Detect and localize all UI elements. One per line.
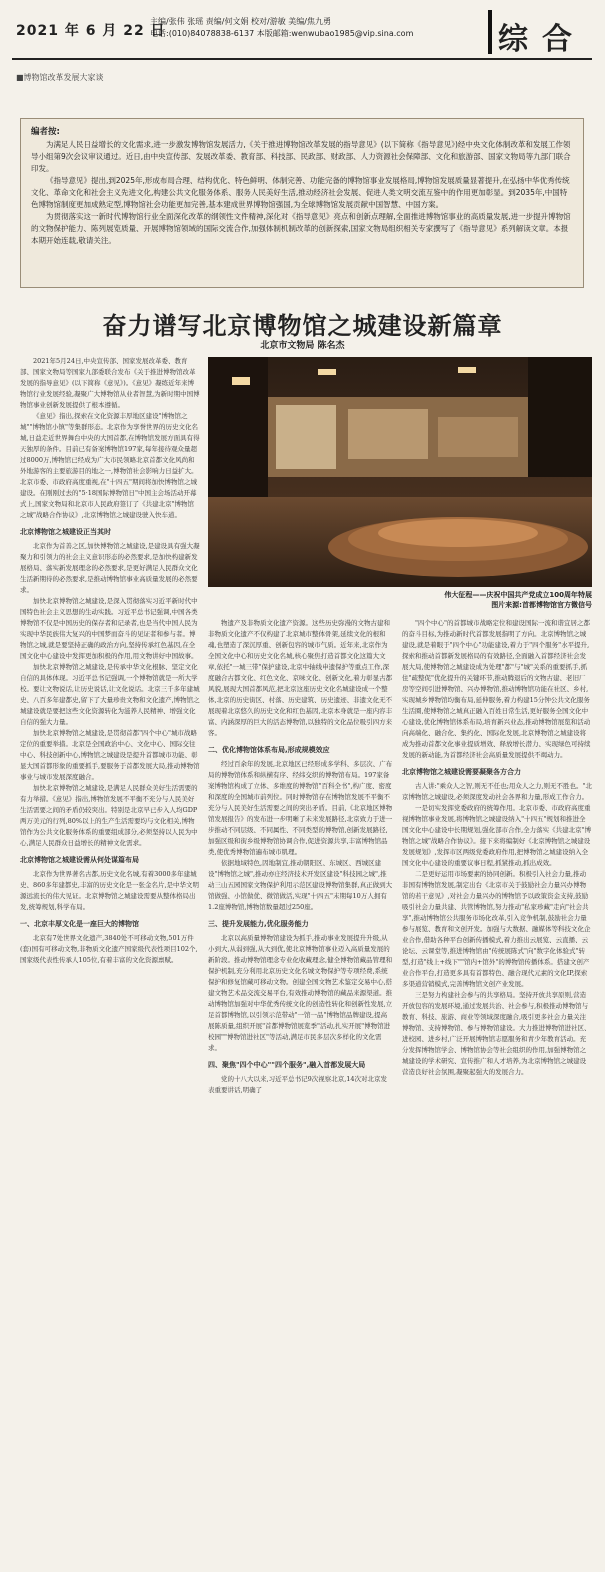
paragraph: 依据地域特色,因地制宜,推动朝阳区、东城区、西城区建设"博物馆之城",推动亦庄经济技术开发区建设"科技园之城",推动三山五园国家文物保护利用示范区建设博物馆集群,真正做到大馆做强、小馆做优、微馆做活,实现"十四五"末期每10万人拥有1.2座博物馆,博物馆数量超过250座。 xyxy=(208,859,393,911)
subsection-heading: 四、聚焦"四个中心""四个服务",融入首都发展大局 xyxy=(208,1061,366,1069)
section-name: 综合 xyxy=(498,22,586,57)
paragraph: 经过百余年的发展,北京地区已经形成多学科、多层次、广布局的博物馆体系和纵横有序、经纬交织的博物馆布局。197家备案博物馆构成了立体、多维度的博物馆"百科全书",构广度、密度和深度的全国城市前列位。同时博物馆存在博物馆发展不平衡不充分与人民美好生活需要之间的突出矛盾。目前,《北京地区博物馆发展报告》的发布进一步明晰了未来发展路径,北京致力于进一步推动不同层级、不同属性、不同类型的博物馆,创新发展路径,加强区级和街乡级博物馆协调合作,促进资源共享,丰富博物馆品类,使优秀博物馆遍布城市肌理。 xyxy=(208,760,393,856)
paragraph: 二是更好运用市场要素的协同创新。积极引入社会力量,推动非国有博物馆发展,制定出台《北京市关于鼓励社会力量兴办博物馆的若干意见》,对社会力量兴办的博物馆予以政策资金支持,鼓励吸引社会力量共建、共管博物馆,努力推动"私家珍藏"走向"社会共享",推动博物馆公共服务市场化改革,引入竞争机制,鼓励社会力量参与展览、教育和文创开发。加强与大数据、融媒体等科技文化企业合作,借助各种平台创新传播模式,着力推出云展览、云直播、云论坛、云课堂等,推进博物馆由"传统展陈式"向"数字化体验式"转型,打造"线上+线下""馆内+馆外"的博物馆传播体系。搭建文创产业合作平台,打造更多具有首都特色、融合现代元素的文化IP,探索多渠道营销模式,完善博物馆文创产业发展。 xyxy=(402,870,591,988)
caption-title: 伟大征程——庆祝中国共产党成立100周年特展 xyxy=(444,591,592,599)
paragraph: 北京有7处世界文化遗产,3840处不可移动文物,501万件(套)国有可移动文物,非物质文化遗产国家级代表性项目102个,国家级代表性传承人105位,有着丰富的文化资源禀赋。 xyxy=(20,934,198,964)
article-byline: 北京市文物局 陈名杰 xyxy=(260,341,345,351)
paragraph: 北京作为首善之区,加快博物馆之城建设,是建设具有强大凝聚力和引领力的社会主义意识形态的必然要求,是加快构建新发展格局、落实新发展理念的必然要求,是更好满足人民群众文化生活新期待的必然要求,是推动博物馆事业高质量发展的必然要求。 xyxy=(20,542,200,594)
caption-source: 图片来源:首都博物馆官方微信号 xyxy=(491,601,592,609)
article-column-2 xyxy=(208,618,393,1562)
issue-date: 2021 年 6 月 22 日 xyxy=(16,23,166,39)
masthead-rule xyxy=(12,58,592,60)
editorial-credits xyxy=(150,16,413,40)
editor-note-paragraph: 《指导意见》提出,到2025年,形成布局合理、结构优化、特色鲜明、体制完善、功能完备的博物馆事业发展格局,博物馆发展质量显著提升,在弘扬中华优秀传统文化、革命文化和社会主义先进文化,构建公共文化服务体系、服务人民美好生活,推动经济社会发展、促进人类文明交流互鉴中的作用更加彰显。到2035年,中国特色博物馆制度更加成熟定型,博物馆社会功能更加完善,基本建成世界博物馆强国,为全球博物馆发展贡献中国智慧、中国方案。 xyxy=(31,176,570,209)
paragraph: 北京作为世界著名古都,历史文化名城,有着3000多年建城史、860多年建都史,丰富的历史文化是一张金名片,是中华文明源远流长的伟大见证。北京博物馆之城建设需要从整体格局出发,统筹规划,科学布局。 xyxy=(20,870,200,911)
section-divider xyxy=(488,10,492,54)
photo-caption xyxy=(208,590,592,610)
section-heading: 北京博物馆之城建设需要凝聚各方合力 xyxy=(402,768,521,776)
article-column-1 xyxy=(20,356,200,1562)
paragraph: 《意见》指出,探索在文化资源丰厚地区建设"博物馆之城""博物馆小镇"等集群形态。北京作为享誉世界的历史文化名城,日益走近世界舞台中央的大国首都,在博物馆发展方面具有得天独厚的条件。目前已有备案博物馆197家,每年接待观众量超过8000万,博物馆已经成为广大市民领略北京首都文化风尚和外地游客的主要旅游目的地之一,博物馆社会影响力日益扩大。北京市委、市政府高度重视,在"十四五"期间将加快博物馆之城建设。在刚刚过去的"5·18国际博物馆日"中国主会场活动开幕式上,国家文物局和北京市人民政府签订了《共建北京"博物馆之城"战略合作协议》,北京博物馆之城建设驶入快车道。 xyxy=(20,412,200,519)
paragraph: 2021年5月24日,中央宣传部、国家发展改革委、教育部、国家文物局等国家九部委联合发布《关于推进博物馆改革发展的指导意见》(以下简称《意见》)。《意见》凝练近年来博物馆行业发展经验,凝聚广大博物馆从业者智慧,为新时期中国博物馆事业创新发展提供了根本遵循。 xyxy=(20,357,200,409)
subsection-heading: 三、提升发展能力,优化服务能力 xyxy=(208,920,309,928)
editor-note-title: 编者按: xyxy=(31,127,60,137)
paragraph: 加快北京博物馆之城建设,是满足人民群众美好生活需要的有力举措。《意见》指出,博物馆发展不平衡不充分与人民美好生活需要之间的矛盾仍较突出。特别是北京早已步入人均GDP两万美元的行列,80%以上的生产生活需要均与文化相关,博物馆作为公共文化服务体系的重要组成部分,必须坚持以人民为中心,满足人民群众日益增长的精神文化需求。 xyxy=(20,784,198,847)
paragraph: 加快北京博物馆之城建设,是贯彻首都"四个中心"城市战略定位的重要举措。北京是全国政治中心、文化中心、国际交往中心、科技创新中心,博物馆之城建设是提升首都城市功能、彰显大国首都形象的重要抓手,要服务于首都发展大局,推动博物馆事业与城市发展深度融合。 xyxy=(20,729,200,781)
subsection-heading: 一、北京丰厚文化是一座巨大的博物馆 xyxy=(20,920,139,928)
credits-line-2: 电话:(010)84078838-6137 本版邮箱:wenwubao1985@vip.sina.com xyxy=(150,29,414,38)
paragraph: 古人讲:"乘众人之智,则无不任也;用众人之力,则无不胜也。"北京博物馆之城建设,必须深度发动社会各界和力量,形成工作合力。 xyxy=(402,782,592,801)
subsection-heading: 二、优化博物馆体系布局,形成规模效应 xyxy=(208,746,330,754)
paragraph: 一是切实发挥党委政府的统筹作用。北京市委、市政府高度重视博物馆事业发展,将博物馆之城建设纳入"十四五"规划和推进全国文化中心建设中长期规划,强化部市合作,全力落实《共建北京"博物馆之城"战略合作协议》。接下来将编制好《北京博物馆之城建设发展规划》,发挥市区两级党委政府作用,把博物馆之城建设纳入全国文化中心建设的重要议事日程,抓紧推动,抓出成效。 xyxy=(402,804,592,867)
paragraph: 北京以高质量博物馆建设为抓手,推动事业发展提升升级,从小到大,从弱到强,从大到优,使北京博物馆事业迈入高质量发展的新阶段。推动博物馆理念专业化收藏理念,健全博物馆藏品管理和保护机制,充分利用北京历史文化名城文物保护等专项经费,系统保护和修复馆藏可移动文物。创建全国文物艺术鉴定交易中心,搭建文物艺术品交流交易平台,有效推动博物馆的藏品来源渠道。推动博物馆加强对中华优秀传统文化的创造性转化和创新性发展,立足首都博物馆,以引领示范带动"一馆一品"博物馆品牌建设,提高展陈质量,组织开展"首都博物馆展览季"活动,扎实开展"博物馆进校园""博物馆进社区"等活动,满足市民多层次多样化的文化需求。 xyxy=(208,934,393,1052)
paragraph: 加快北京博物馆之城建设,是传承中华文化根脉、坚定文化自信的具体体现。习近平总书记强调,一个博物馆就是一所大学校。要让文物说话,让历史说话,让文化说话。北京三千多年建城史、八百多年建都史,留下了大量珍贵文物和文化遗产,博物馆之城建设就是要把这些文化资源转化为滋养人民精神、增强文化自信的强大力量。 xyxy=(20,663,200,726)
article-headline: 奋力谱写北京博物馆之城建设新篇章 xyxy=(102,311,503,340)
masthead xyxy=(0,0,605,62)
paragraph: 党的十八大以来,习近平总书记9次视察北京,14次对北京发表重要讲话,明确了 xyxy=(208,1075,388,1094)
article-column-3 xyxy=(402,618,592,1562)
section-heading: 北京博物馆之城建设正当其时 xyxy=(20,528,111,536)
credits-line-1: 主编/张伟 张瑶 责编/何文娟 校对/游敏 美编/焦九勇 xyxy=(150,17,331,26)
paragraph: 三是努力构建社会参与的共享格局。坚持开放共享原则,营造开放包容的发展环境,通过发展共治、社会参与,积极推动博物馆与教育、科技、旅游、商业等领域深度融合,吸引更多社会力量关注博物馆、支持博物馆、参与博物馆建设。大力推进博物馆进社区、进校园、进乡村,广泛开展博物馆志愿服务和青少年教育活动。充分发挥博物馆学会、博物馆协会等社会组织的作用,加强博物馆之城建设的学术研究、宣传推广和人才培养,为北京博物馆之城建设营造良好社会氛围,凝聚起强大的发展合力。 xyxy=(402,991,591,1076)
paragraph: 物遗产及非物质文化遗产资源。这些历史弥漫的文物古建和非物质文化遗产不仅构建了北京城市整体骨架,延续文化的根和魂,也塑造了深沉厚重、创新包容的城市气质。近年来,北京作为全国文化中心和历史文化名城,核心聚焦打造首都文化这篇大文章,依托"一城三带"保护建设,北京中轴线申遗保护等重点工作,深度融合古都文化、红色文化、京味文化、创新文化,着力彰显古都风貌,展现大国首都风范,把北京这座历史文化名城建设成一个整体,北京的历史街区、村落、历史建筑、历史遗迹、非遗文化无不展现着北京悠久的历史文化和红色基因,北京本身就是一座内容丰富、内涵深厚的巨大的活态博物馆,以独特的文化品位吸引四方来客。 xyxy=(208,619,393,737)
editor-note-box xyxy=(20,118,584,288)
paragraph: "四个中心"的首都城市战略定位和建设国际一流和谐宜居之都的奋斗目标,为推动新时代首都发展指明了方向。北京博物馆之城建设,就是着眼于"四个中心"功能建设,着力于"四个服务"水平提升,探索和推动首都新发展格局的有效路径,全面融入首都经济社会发展大局,使博物馆之城建设成为处理"都"与"城"关系的重要抓手,抓住"疏整促"优化提升的关键环节,推动腾退后的文物古建、老旧厂房等空间引进博物馆、兴办博物馆,推动博物馆功能在社区、乡村,实现城乡博物馆均衡布局,延伸服务,着力构建15分钟公共文化服务生活圈,使博物馆之城真正融入百姓日常生活,更好服务全国文化中心建设,优化博物馆体系布局,培育新兴业态,推动博物馆展览和活动向高端化、融合化、集约化、国际化发展,北京博物馆之城建设将成为推动首都文化事业提质增效、释放增长潜力、实现绿色可持续发展的新动能,为首都经济社会高质量发展提供不竭动力。 xyxy=(402,619,591,759)
section-heading: 北京博物馆之城建设需从何处谋篇布局 xyxy=(20,856,139,864)
exhibition-photo xyxy=(208,357,592,587)
editor-note-paragraph: 为贯彻落实这一新时代博物馆行业全面深化改革的纲领性文件精神,深化对《指导意见》亮点和创新点理解,全面推进博物馆事业的高质量发展,进一步提升博物馆的文物保护能力、陈列展览质量、开展博物馆领域的国际交流合作,加强体制机制改革的创新探索,国家文物局组织相关专家撰写了《指导意见》系列解读文章。本报本期开始连载,敬请关注。 xyxy=(31,212,571,245)
editor-note-paragraph: 为满足人民日益增长的文化需求,进一步激发博物馆发展活力,《关于推进博物馆改革发展的指导意见》(以下简称《指导意见》)经中央文化体制改革和发展工作领导小组第9次会议审议通过。近日,由中央宣传部、发展改革委、教育部、科技部、民政部、财政部、人力资源社会保障部、文化和旅游部、国家文物局等九部门联合印发。 xyxy=(31,140,571,173)
column-tag: ■博物馆改革发展大家谈 xyxy=(16,73,104,82)
paragraph: 加快北京博物馆之城建设,是深入贯彻落实习近平新时代中国特色社会主义思想的生动实践。习近平总书记强调,中国各类博物馆不仅是中国历史的保存者和记录者,也是当代中国人民为实现中华民族伟大复兴的中国梦而奋斗的见证者和参与者。博物馆之城,就是要坚持正确的政治方向,坚持传承红色基因,在全国文化中心建设中发挥更加积极的作用,用文物讲好中国故事。 xyxy=(20,597,198,660)
